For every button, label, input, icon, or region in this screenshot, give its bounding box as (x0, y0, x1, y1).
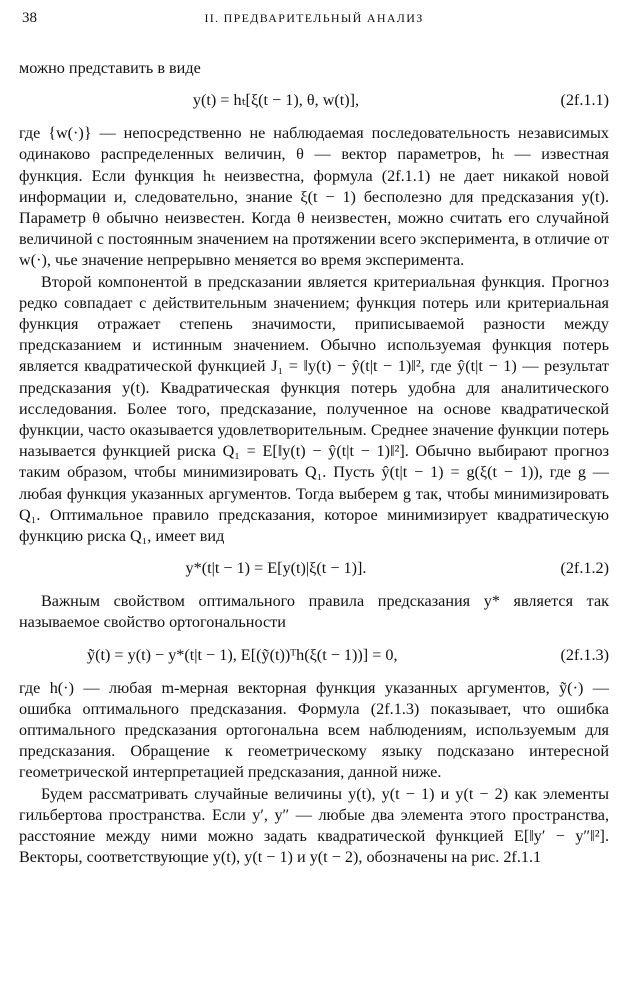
equation-body: y*(t|t − 1) = E[y(t)|ξ(t − 1)]. (185, 559, 367, 578)
page-header (22, 10, 606, 32)
intro-line: можно представить в виде (19, 59, 201, 77)
equation-number: (2f.1.2) (560, 559, 609, 578)
paragraph-5: Будем рассматривать случайные величины y(t), y(t − 1) и y(t − 2) как элементы гильбертова пространства. Если y′, y″ — любые два элемента этого пространства, расстояние между ними можно задать квадратической функцией E[‖y′ − y″‖²]. Векторы, соответствующие y(t), y(t − 1) и y(t − 2), обозначены на рис. 2f.1.1 (19, 784, 609, 867)
equation-2f-1-1 (19, 90, 609, 111)
page-number: 38 (22, 10, 37, 26)
paragraph-4: где h(·) — любая m-мерная векторная функция указанных аргументов, ỹ(·) — ошибка оптимального предсказания. Формула (2f.1.3) показывает, что ошибка оптимального предсказания ортогональна всем наблюдениям, используемым для предсказания. Обращение к геометрическому языку подсказано интересной геометрической интерпретацией предсказания, данной ниже. (19, 678, 609, 782)
paragraph-1: где {w(·)} — непосредственно не наблюдаемая последовательность независимых одинаково распределенных величин, θ — вектор параметров, hₜ — известная функция. Если функция hₜ неизвестна, формула (2f.1.1) не дает никакой новой информации и, следовательно, знание ξ(t − 1) бесполезно для предсказания y(t). Параметр θ обычно неизвестен. Когда θ неизвестен, можно считать его случайной величиной с постоянным значением на протяжении всего эксперимента, в отличие от w(·), чье значение непрерывно меняется во время эксперимента. (19, 124, 609, 270)
page-body (19, 58, 609, 869)
equation-number: (2f.1.3) (560, 645, 609, 664)
equation-number: (2f.1.1) (560, 91, 609, 110)
paragraph-3: Важным свойством оптимального правила предсказания y* является так называемое свойство ортогональности (19, 592, 609, 632)
running-head: II. ПРЕДВАРИТЕЛЬНЫЙ АНАЛИЗ (204, 11, 424, 25)
equation-2f-1-3 (19, 645, 609, 666)
equation-body: y(t) = hₜ[ξ(t − 1), θ, w(t)], (192, 91, 360, 110)
paragraph-2: Второй компонентой в предсказании является критериальная функция. Прогноз редко совпадает с действительным значением; функция потерь или критериальная функция отражает степень значимости, приписываемой разности между предсказанием и истинным значением. Обычно используемая функция потерь является квадратической функцией J₁ = ‖y(t) − ŷ(t|t − 1)‖², где ŷ(t|t − 1) — результат предсказания y(t). Квадратическая функция потерь удобна для аналитического исследования. Более того, предсказание, полученное на основе квадратической функции, часто оказывается удовлетворительным. Среднее значение функции потерь называется функцией риска Q₁ = E[‖y(t) − ŷ(t|t − 1)‖²]. Обычно выбирают прогноз таким образом, чтобы минимизировать Q₁. Пусть ŷ(t|t − 1) = g(ξ(t − 1)), где g — любая функция указанных аргументов. Тогда выберем g так, чтобы минимизировать Q₁. Оптимальное правило предсказания, которое минимизирует квадратическую функцию риска Q₁, имеет вид (19, 272, 609, 546)
equation-2f-1-2 (19, 558, 609, 579)
equation-body: ỹ(t) = y(t) − y*(t|t − 1), E[(ỹ(t))ᵀh(ξ(t − 1))] = 0, (87, 645, 398, 664)
